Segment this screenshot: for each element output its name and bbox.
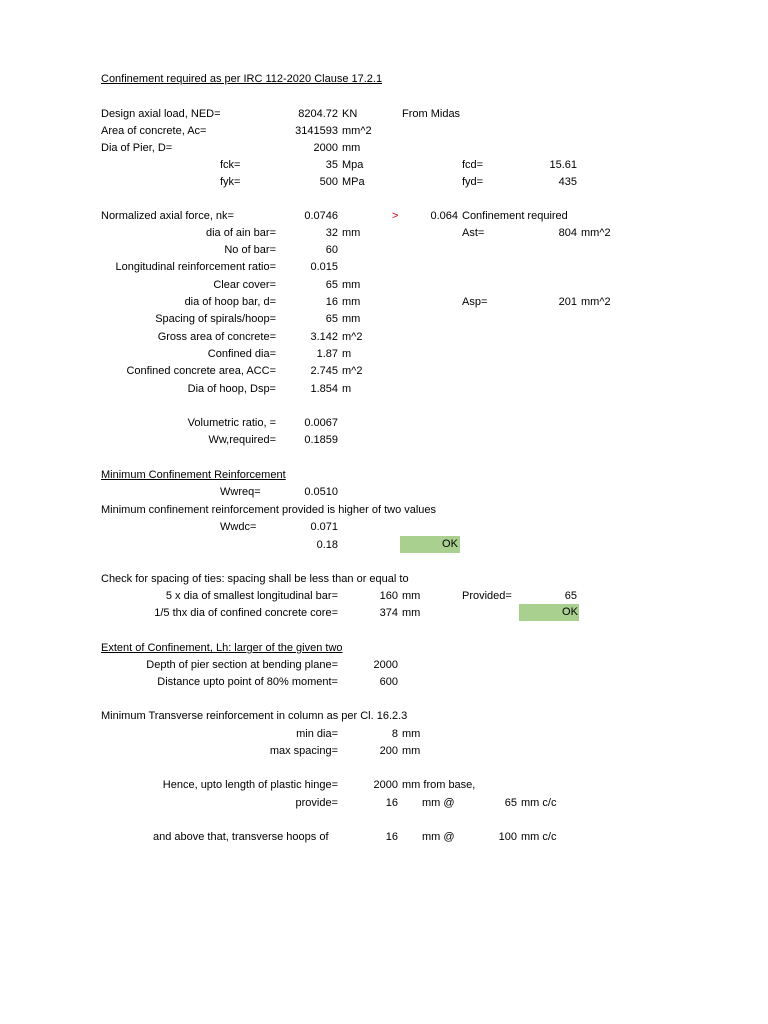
nk-result: Confinement required (462, 210, 568, 222)
spacing-row1-unit: mm (402, 590, 421, 602)
ast-label: Ast= (462, 227, 485, 239)
row-value: 1.854 (310, 383, 338, 395)
asp-unit: mm^2 (581, 296, 611, 308)
fcd-value: 15.61 (549, 159, 577, 171)
dist-label: Distance upto point of 80% moment= (157, 676, 338, 688)
row-value: 60 (325, 244, 338, 256)
vol-label: Volumetric ratio, = (187, 417, 276, 429)
above-dia: 16 (385, 831, 398, 843)
mindia-value: 8 (391, 728, 398, 740)
fyd-label: fyd= (462, 176, 484, 188)
spacing-heading: Check for spacing of ties: spacing shall be less than or equal to (101, 573, 409, 585)
row-unit: m (342, 383, 352, 395)
fcd-label: fcd= (462, 159, 484, 171)
maxsp-label: max spacing= (269, 745, 338, 757)
wwdc-value: 0.071 (310, 521, 338, 533)
fyk-label: fyk= (220, 176, 241, 188)
asp-label: Asp= (462, 296, 488, 308)
row-label: dia of ain bar= (205, 227, 276, 239)
row-label: Confined dia= (207, 348, 276, 360)
spacing-provided-label: Provided= (462, 590, 512, 602)
ac-unit: mm^2 (342, 125, 372, 137)
provide-at: mm @ (422, 797, 455, 809)
spacing-row2-label: 1/5 thx dia of confined concrete core= (154, 607, 338, 619)
greater-than-sign: > (392, 210, 399, 222)
ned-note: From Midas (402, 108, 461, 120)
provide-unit: mm c/c (521, 797, 557, 809)
ac-label: Area of concrete, Ac= (101, 125, 207, 137)
ned-label: Design axial load, NED= (101, 108, 221, 120)
ast-unit: mm^2 (581, 227, 611, 239)
row-label: Dia of hoop, Dsp= (187, 383, 276, 395)
fyk-unit: MPa (342, 176, 365, 188)
spacing-row2-value: 374 (379, 607, 398, 619)
above-unit: mm c/c (521, 831, 557, 843)
nk-value: 0.0746 (304, 210, 338, 222)
ned-unit: KN (342, 108, 358, 120)
nk-label: Normalized axial force, nk= (101, 210, 234, 222)
row-value: 65 (325, 313, 338, 325)
mindia-unit: mm (402, 728, 421, 740)
provide-label: provide= (295, 797, 338, 809)
row-label: dia of hoop bar, d= (184, 296, 276, 308)
d-unit: mm (342, 142, 361, 154)
row-label: Clear cover= (213, 279, 276, 291)
row-unit: mm (342, 313, 361, 325)
row-label: Confined concrete area, ACC= (126, 365, 276, 377)
row-unit: mm (342, 227, 361, 239)
row-label: Gross area of concrete= (157, 331, 276, 343)
row-value: 2.745 (310, 365, 338, 377)
row-unit: mm (342, 296, 361, 308)
wwreq-value: 0.0510 (304, 486, 338, 498)
spacing-provided-value: 65 (564, 590, 577, 602)
row-unit: mm (342, 279, 361, 291)
row-unit: m^2 (342, 365, 363, 377)
spacing-row1-value: 160 (379, 590, 398, 602)
ac-value: 3141593 (295, 125, 338, 137)
spacing-ok-text: OK (562, 606, 578, 618)
d-value: 2000 (313, 142, 338, 154)
min-confinement-note: Minimum confinement reinforcement provided is higher of two values (101, 504, 437, 516)
fck-unit: Mpa (342, 159, 364, 171)
provide-spacing: 65 (504, 797, 517, 809)
above-at: mm @ (422, 831, 455, 843)
row-label: No of bar= (224, 244, 276, 256)
sheet-title: Confinement required as per IRC 112-2020 Clause 17.2.1 (101, 73, 383, 85)
ast-value: 804 (558, 227, 577, 239)
min-confinement-heading: Minimum Confinement Reinforcement (101, 469, 286, 481)
row-value: 32 (325, 227, 338, 239)
depth-label: Depth of pier section at bending plane= (146, 659, 338, 671)
row-value: 16 (325, 296, 338, 308)
dist-value: 600 (379, 676, 398, 688)
transverse-heading: Minimum Transverse reinforcement in column as per Cl. 16.2.3 (101, 710, 408, 722)
wwdc-label: Wwdc= (220, 521, 257, 533)
ok-status-cell (400, 536, 460, 553)
maxsp-unit: mm (402, 745, 421, 757)
maxsp-value: 200 (379, 745, 398, 757)
vol-value: 0.0067 (304, 417, 338, 429)
extent-heading: Extent of Confinement, Lh: larger of the given two (101, 642, 343, 654)
row-unit: m^2 (342, 331, 363, 343)
asp-value: 201 (558, 296, 577, 308)
depth-value: 2000 (373, 659, 398, 671)
wwreq-label: Wwreq= (220, 486, 261, 498)
fck-label: fck= (220, 159, 241, 171)
ok-status-text: OK (442, 538, 458, 550)
hinge-value: 2000 (373, 779, 398, 791)
ww-label: Ww,required= (208, 434, 276, 446)
d-label: Dia of Pier, D= (101, 142, 173, 154)
row-value: 1.87 (316, 348, 338, 360)
provide-dia: 16 (385, 797, 398, 809)
nk-limit: 0.064 (430, 210, 458, 222)
row-unit: m (342, 348, 352, 360)
ww-provided-value: 0.18 (316, 539, 338, 551)
row-label: Spacing of spirals/hoop= (155, 313, 276, 325)
row-value: 65 (325, 279, 338, 291)
row-label: Longitudinal reinforcement ratio= (115, 261, 276, 273)
fyd-value: 435 (558, 176, 577, 188)
fyk-value: 500 (319, 176, 338, 188)
spacing-row2-unit: mm (402, 607, 421, 619)
spacing-ok-cell (519, 604, 579, 621)
ned-value: 8204.72 (298, 108, 338, 120)
above-label: and above that, transverse hoops of (153, 831, 329, 843)
row-value: 0.015 (310, 261, 338, 273)
ww-value: 0.1859 (304, 434, 338, 446)
hinge-unit: mm from base, (402, 779, 476, 791)
above-spacing: 100 (498, 831, 517, 843)
mindia-label: min dia= (296, 728, 338, 740)
spacing-row1-label: 5 x dia of smallest longitudinal bar= (165, 590, 338, 602)
fck-value: 35 (325, 159, 338, 171)
row-value: 3.142 (310, 331, 338, 343)
hinge-label: Hence, upto length of plastic hinge= (162, 779, 338, 791)
